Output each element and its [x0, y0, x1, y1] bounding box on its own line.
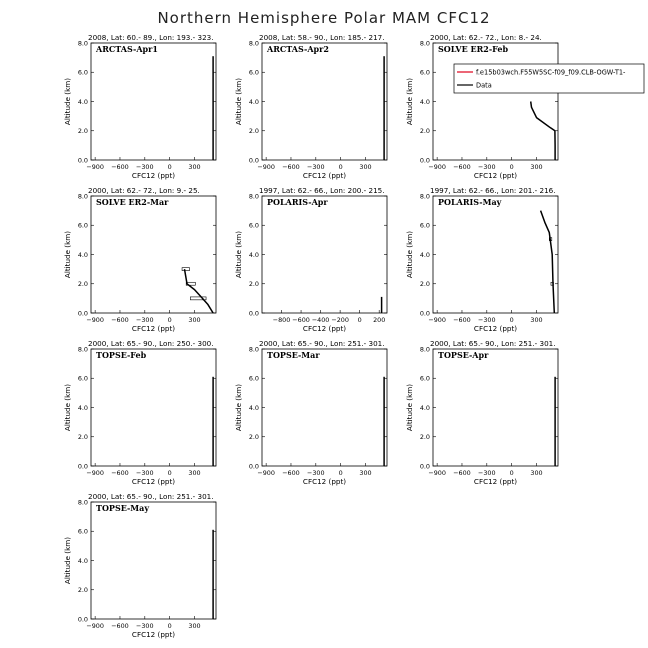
y-tick-label: 8.0 [77, 345, 88, 354]
x-tick-label: 300 [359, 163, 372, 171]
y-tick-label: 2.0 [77, 280, 88, 289]
data-series-line [541, 211, 555, 313]
x-tick-label: 300 [188, 163, 201, 171]
plot-frame [262, 349, 387, 466]
y-tick-label: 4.0 [77, 250, 88, 259]
y-tick-label: 6.0 [419, 68, 430, 77]
y-tick-label: 4.0 [419, 97, 430, 106]
x-tick-label: 200 [373, 316, 386, 324]
y-tick-label: 0.0 [248, 462, 259, 471]
x-tick-label: −600 [453, 469, 471, 477]
panel [405, 186, 558, 333]
y-tick-label: 0.0 [248, 156, 259, 165]
y-tick-label: 4.0 [77, 556, 88, 565]
x-axis-label: CFC12 (ppt) [131, 477, 176, 486]
x-tick-label: −600 [111, 316, 129, 324]
y-axis-label: Altitude (km) [63, 230, 72, 279]
y-tick-label: 8.0 [248, 345, 259, 354]
figure-title: Northern Hemisphere Polar MAM CFC12 [157, 9, 491, 27]
x-tick-label: 0 [338, 163, 343, 171]
x-tick-label: −600 [111, 469, 129, 477]
y-tick-label: 0.0 [419, 462, 430, 471]
y-tick-label: 0.0 [77, 156, 88, 165]
panel [63, 339, 216, 486]
y-tick-label: 2.0 [419, 280, 430, 289]
x-tick-label: −300 [136, 316, 154, 324]
y-tick-label: 2.0 [248, 127, 259, 136]
legend-data-label: Data [476, 81, 492, 90]
x-tick-label: 0 [509, 469, 514, 477]
x-tick-label: −600 [292, 316, 310, 324]
x-tick-label: 300 [530, 469, 543, 477]
x-tick-label: 300 [188, 469, 201, 477]
x-axis-label: CFC12 (ppt) [131, 630, 176, 639]
panel-label: ARCTAS-Apr1 [96, 44, 158, 54]
y-axis-label: Altitude (km) [234, 77, 243, 126]
x-axis-label: CFC12 (ppt) [302, 171, 347, 180]
x-tick-label: 300 [188, 316, 201, 324]
data-series-line [531, 102, 555, 161]
x-tick-label: −600 [282, 469, 300, 477]
y-tick-label: 4.0 [77, 403, 88, 412]
y-tick-label: 6.0 [419, 221, 430, 230]
panel-label: TOPSE-Feb [96, 350, 147, 360]
panel [234, 186, 387, 333]
y-tick-label: 2.0 [77, 433, 88, 442]
y-tick-label: 2.0 [77, 586, 88, 595]
y-tick-label: 8.0 [77, 498, 88, 507]
x-tick-label: −300 [136, 622, 154, 630]
plot-frame [91, 196, 216, 313]
y-axis-label: Altitude (km) [234, 230, 243, 279]
x-tick-label: −900 [86, 316, 104, 324]
panel-header: 1997, Lat: 62.- 66., Lon: 201.- 216. [430, 186, 556, 195]
y-axis-label: Altitude (km) [63, 536, 72, 585]
x-tick-label: −300 [478, 469, 496, 477]
x-tick-label: 0 [167, 469, 172, 477]
y-tick-label: 4.0 [419, 403, 430, 412]
x-tick-label: −300 [136, 469, 154, 477]
panel-label: SOLVE ER2-Mar [96, 197, 169, 207]
x-tick-label: 300 [188, 622, 201, 630]
y-tick-label: 4.0 [248, 403, 259, 412]
panel-label: SOLVE ER2-Feb [438, 44, 509, 54]
y-tick-label: 6.0 [77, 221, 88, 230]
plot-frame [433, 196, 558, 313]
x-tick-label: −200 [331, 316, 349, 324]
panel [234, 33, 387, 180]
x-tick-label: 0 [357, 316, 362, 324]
panel-label: TOPSE-Apr [438, 350, 489, 360]
y-tick-label: 8.0 [77, 192, 88, 201]
y-tick-label: 4.0 [248, 97, 259, 106]
y-tick-label: 8.0 [419, 345, 430, 354]
x-tick-label: 0 [167, 163, 172, 171]
y-tick-label: 2.0 [419, 433, 430, 442]
x-tick-label: −300 [307, 469, 325, 477]
panel [234, 339, 387, 486]
x-tick-label: −900 [428, 316, 446, 324]
x-axis-label: CFC12 (ppt) [131, 171, 176, 180]
y-tick-label: 0.0 [77, 309, 88, 318]
y-tick-label: 2.0 [77, 127, 88, 136]
y-tick-label: 0.0 [419, 309, 430, 318]
x-tick-label: −600 [111, 622, 129, 630]
plot-frame [433, 43, 558, 160]
plot-frame [262, 43, 387, 160]
y-tick-label: 4.0 [419, 250, 430, 259]
panel-label: ARCTAS-Apr2 [267, 44, 329, 54]
panel [405, 339, 558, 486]
x-tick-label: 0 [167, 622, 172, 630]
x-axis-label: CFC12 (ppt) [473, 171, 518, 180]
x-tick-label: −900 [86, 469, 104, 477]
x-tick-label: −900 [257, 469, 275, 477]
panel-header: 2008, Lat: 58.- 90., Lon: 185.- 217. [259, 33, 385, 42]
data-range-box [182, 268, 189, 271]
y-axis-label: Altitude (km) [405, 77, 414, 126]
data-series-line [185, 269, 214, 313]
panel-label: TOPSE-May [96, 503, 149, 513]
x-tick-label: 300 [530, 316, 543, 324]
panel [63, 186, 216, 333]
x-axis-label: CFC12 (ppt) [302, 477, 347, 486]
x-axis-label: CFC12 (ppt) [473, 324, 518, 333]
panel-header: 2000, Lat: 65.- 90., Lon: 251.- 301. [430, 339, 556, 348]
y-tick-label: 4.0 [77, 97, 88, 106]
x-tick-label: 300 [359, 469, 372, 477]
y-axis-label: Altitude (km) [63, 383, 72, 432]
panel-header: 2000, Lat: 62.- 72., Lon: 8.- 24. [430, 33, 542, 42]
y-tick-label: 6.0 [248, 221, 259, 230]
y-tick-label: 8.0 [419, 192, 430, 201]
panel-header: 2000, Lat: 65.- 90., Lon: 251.- 301. [88, 492, 214, 501]
y-tick-label: 6.0 [77, 68, 88, 77]
panel-header: 2000, Lat: 62.- 72., Lon: 9.- 25. [88, 186, 200, 195]
plot-frame [91, 43, 216, 160]
panel [63, 492, 216, 639]
x-tick-label: −600 [453, 163, 471, 171]
x-tick-label: −600 [453, 316, 471, 324]
panel [63, 33, 216, 180]
y-tick-label: 0.0 [248, 309, 259, 318]
y-tick-label: 0.0 [419, 156, 430, 165]
panel-header: 2008, Lat: 60.- 89., Lon: 193.- 323. [88, 33, 214, 42]
y-tick-label: 2.0 [419, 127, 430, 136]
panel [405, 33, 558, 180]
panel-label: POLARIS-Apr [267, 197, 328, 207]
x-tick-label: −900 [257, 163, 275, 171]
x-tick-label: −900 [428, 163, 446, 171]
y-tick-label: 8.0 [248, 192, 259, 201]
y-tick-label: 8.0 [419, 39, 430, 48]
x-axis-label: CFC12 (ppt) [302, 324, 347, 333]
y-tick-label: 4.0 [248, 250, 259, 259]
panels [63, 33, 558, 639]
y-tick-label: 6.0 [248, 68, 259, 77]
y-tick-label: 2.0 [248, 433, 259, 442]
x-tick-label: −300 [136, 163, 154, 171]
x-tick-label: −300 [478, 316, 496, 324]
y-tick-label: 2.0 [248, 280, 259, 289]
y-tick-label: 8.0 [77, 39, 88, 48]
x-tick-label: 300 [530, 163, 543, 171]
y-axis-label: Altitude (km) [405, 230, 414, 279]
x-tick-label: −600 [282, 163, 300, 171]
x-tick-label: −900 [86, 622, 104, 630]
y-tick-label: 6.0 [248, 374, 259, 383]
y-tick-label: 0.0 [77, 615, 88, 624]
panel-label: POLARIS-May [438, 197, 502, 207]
legend-model-label: f.e15b03wch.F55W5SC-f09_f09.CLB-OGW-T1- [476, 68, 626, 77]
plot-frame [91, 349, 216, 466]
x-tick-label: −400 [311, 316, 330, 324]
y-axis-label: Altitude (km) [63, 77, 72, 126]
x-tick-label: −300 [478, 163, 496, 171]
x-tick-label: 0 [167, 316, 172, 324]
x-axis-label: CFC12 (ppt) [131, 324, 176, 333]
panel-header: 1997, Lat: 62.- 66., Lon: 200.- 215. [259, 186, 385, 195]
x-tick-label: 0 [338, 469, 343, 477]
x-tick-label: 0 [509, 163, 514, 171]
x-tick-label: −600 [111, 163, 129, 171]
panel-label: TOPSE-Mar [267, 350, 320, 360]
y-tick-label: 8.0 [248, 39, 259, 48]
y-tick-label: 0.0 [77, 462, 88, 471]
x-tick-label: −300 [307, 163, 325, 171]
legend [454, 64, 644, 93]
y-axis-label: Altitude (km) [405, 383, 414, 432]
y-tick-label: 6.0 [77, 527, 88, 536]
plot-frame [433, 349, 558, 466]
x-axis-label: CFC12 (ppt) [473, 477, 518, 486]
plot-frame [262, 196, 387, 313]
x-tick-label: 0 [509, 316, 514, 324]
panel-header: 2000, Lat: 65.- 90., Lon: 250.- 300. [88, 339, 214, 348]
y-tick-label: 6.0 [419, 374, 430, 383]
plot-frame [91, 502, 216, 619]
x-tick-label: −800 [272, 316, 291, 324]
x-tick-label: −900 [86, 163, 104, 171]
panel-header: 2000, Lat: 65.- 90., Lon: 251.- 301. [259, 339, 385, 348]
y-axis-label: Altitude (km) [234, 383, 243, 432]
y-tick-label: 6.0 [77, 374, 88, 383]
x-tick-label: −900 [428, 469, 446, 477]
